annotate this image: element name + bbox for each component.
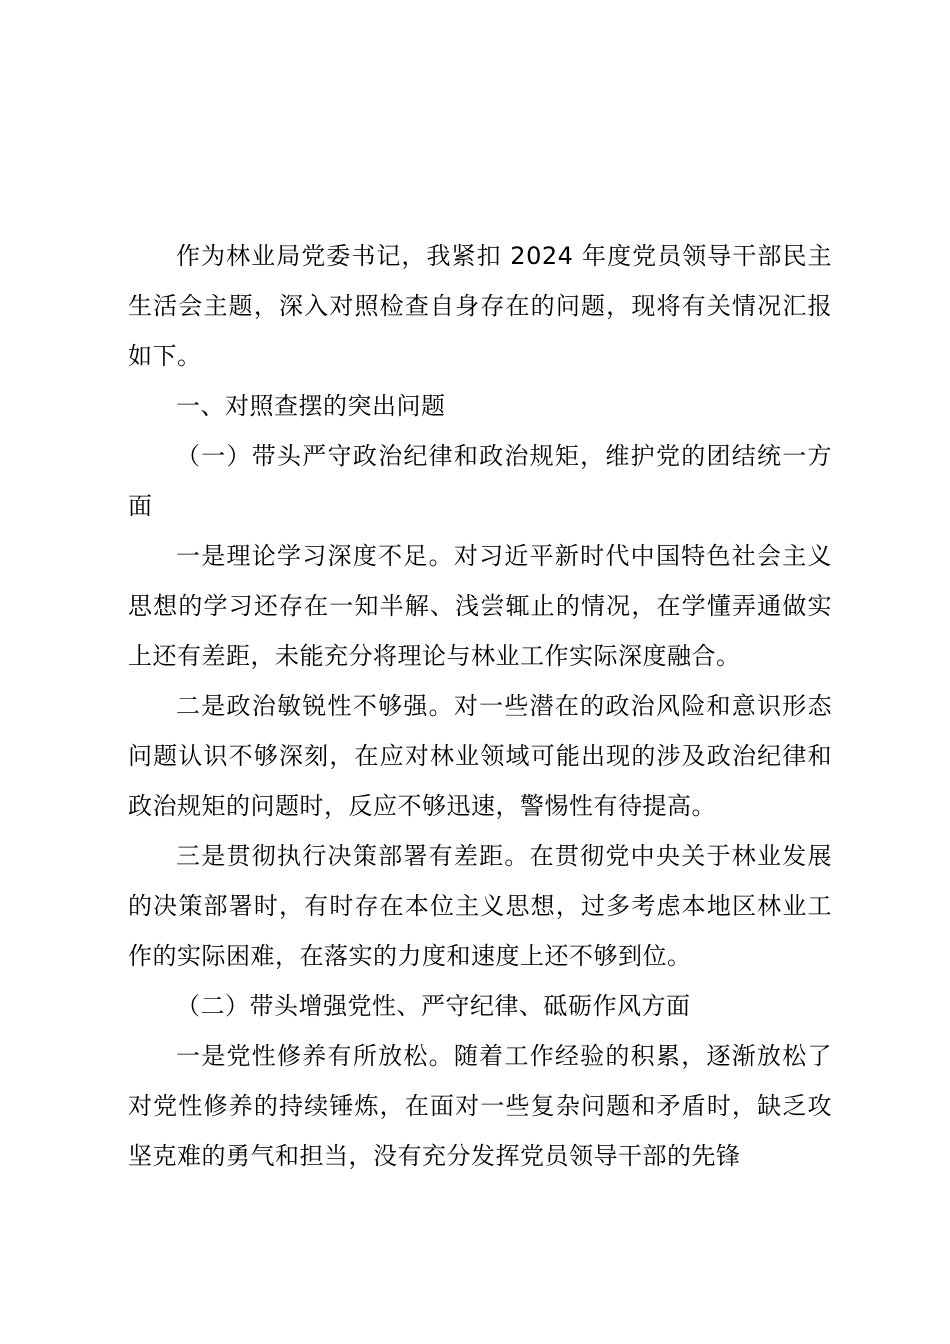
issue-paragraph-1: 一是理论学习深度不足。对习近平新时代中国特色社会主义思想的学习还存在一知半解、浅尝辄止的情况，在学懂弄通做实上还有差距，未能充分将理论与林业工作实际深度融合。 xyxy=(128,542,832,670)
subsection-heading-2: （二）带头增强党性、严守纪律、砥砺作风方面 xyxy=(176,992,691,1020)
section-heading-1: 一、对照查摆的突出问题 xyxy=(176,392,446,420)
document-body xyxy=(128,231,832,1181)
subsection-heading-1: （一）带头严守政治纪律和政治规矩，维护党的团结统一方面 xyxy=(128,442,832,520)
intro-paragraph: 作为林业局党委书记，我紧扣 2024 年度党员领导干部民主生活会主题，深入对照检查自身存在的问题，现将有关情况汇报如下。 xyxy=(128,242,832,370)
issue-paragraph-2: 二是政治敏锐性不够强。对一些潜在的政治风险和意识形态问题认识不够深刻，在应对林业领域可能出现的涉及政治纪律和政治规矩的问题时，反应不够迅速，警惕性有待提高。 xyxy=(128,692,832,820)
issue-paragraph-4: 一是党性修养有所放松。随着工作经验的积累，逐渐放松了对党性修养的持续锤炼，在面对一些复杂问题和矛盾时，缺乏攻坚克难的勇气和担当，没有充分发挥党员领导干部的先锋 xyxy=(128,1042,832,1170)
issue-paragraph-3: 三是贯彻执行决策部署有差距。在贯彻党中央关于林业发展的决策部署时，有时存在本位主义思想，过多考虑本地区林业工作的实际困难，在落实的力度和速度上还不够到位。 xyxy=(128,842,832,970)
